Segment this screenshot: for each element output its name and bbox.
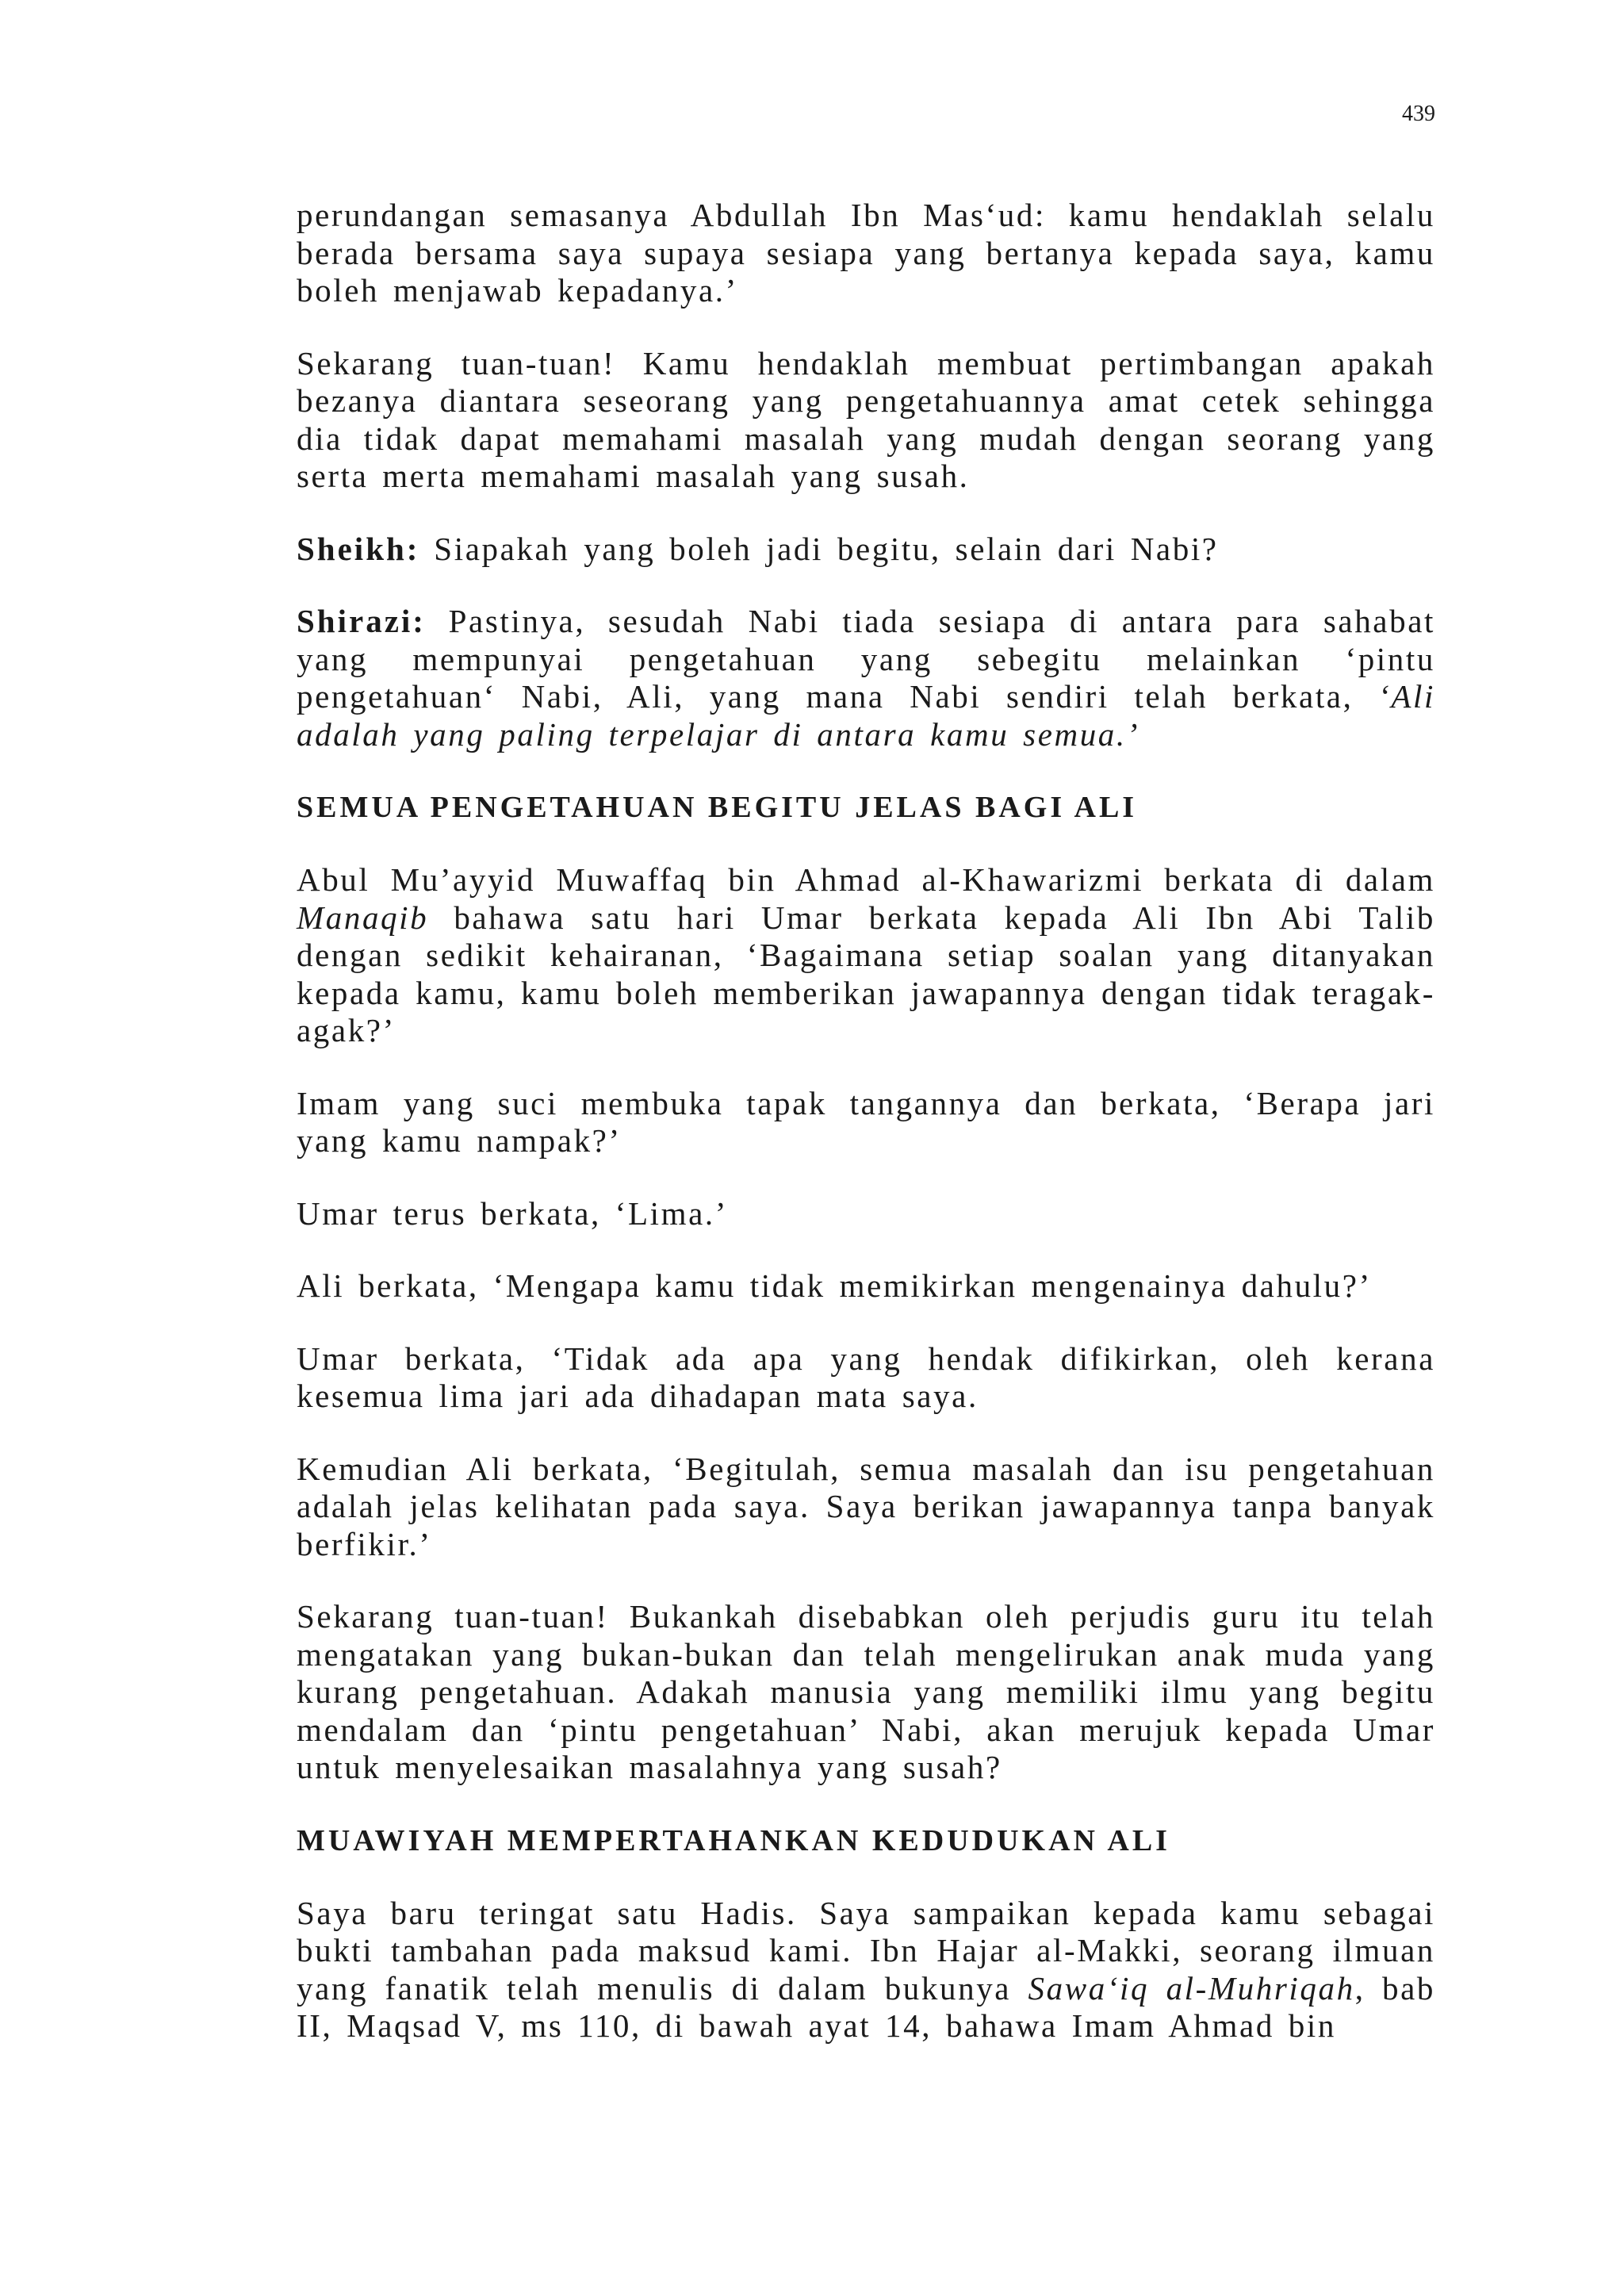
paragraph-7: Umar terus berkata, ‘Lima.’ <box>297 1194 728 1232</box>
dialogue-text: Siapakah yang boleh jadi begitu, selain dari Nabi? <box>419 530 1219 567</box>
paragraph-text: , bab II, Maqsad V, ms 110, di bawah ayat 14, bahawa Imam Ahmad bin <box>297 1969 1435 2044</box>
paragraph-1: perundangan semasanya Abdullah Ibn Mas‘ud: kamu hendaklah selalu berada bersama saya supaya sesiapa yang bertanya kepada saya, kamu boleh menjawab kepadanya.’ <box>297 197 1435 309</box>
speaker-label: Sheikh: <box>297 530 420 567</box>
paragraph-10: Kemudian Ali berkata, ‘Begitulah, semua masalah dan isu pengetahuan adalah jelas kelihatan pada saya. Saya berikan jawapannya tanpa banyak berfikir.’ <box>297 1450 1435 1562</box>
paragraph-9: Umar berkata, ‘Tidak ada apa yang hendak difikirkan, oleh kerana kesemua lima jari ada dihadapan mata saya. <box>297 1340 1435 1414</box>
paragraph-6: Imam yang suci membuka tapak tangannya dan berkata, ‘Berapa jari yang kamu nampak?’ <box>297 1084 1435 1159</box>
paragraph-8: Ali berkata, ‘Mengapa kamu tidak memikirkan mengenainya dahulu?’ <box>297 1267 1372 1304</box>
section-heading-1: SEMUA PENGETAHUAN BEGITU JELAS BAGI ALI <box>297 791 1138 824</box>
book-title: Manaqib <box>297 899 429 936</box>
book-title: Sawa‘iq al-Muhriqah <box>1028 1969 1355 2007</box>
paragraph-text: bahawa satu hari Umar berkata kepada Ali Ibn Abi Talib dengan sedikit kehairanan, ‘Bagaimana setiap soalan yang ditanyakan kepada kamu, kamu boleh memberikan jawapannya dengan tidak teragak-agak?’ <box>297 899 1435 1048</box>
body-text <box>297 197 1435 2080</box>
dialogue-text: Pastinya, sesudah Nabi tiada sesiapa di antara para sahabat yang mempunyai pengetahuan yang sebegitu melainkan ‘pintu pengetahuan‘ Nabi, Ali, yang mana Nabi sendiri telah berkata, <box>297 603 1435 715</box>
paragraph-5 <box>297 861 1435 1050</box>
dialogue-shirazi <box>297 603 1435 753</box>
section-heading-2: MUAWIYAH MEMPERTAHANKAN KEDUDUKAN ALI <box>297 1823 1170 1857</box>
paragraph-12 <box>297 1895 1435 2045</box>
page-number: 439 <box>1402 102 1435 126</box>
paragraph-2: Sekarang tuan-tuan! Kamu hendaklah membuat pertimbangan apakah bezanya diantara seseorang yang pengetahuannya amat cetek sehingga dia tidak dapat memahami masalah yang mudah dengan seorang yang serta merta memahami masalah yang susah. <box>297 344 1435 494</box>
paragraph-11: Sekarang tuan-tuan! Bukankah disebabkan oleh perjudis guru itu telah mengatakan yang bukan-bukan dan telah mengelirukan anak muda yang kurang pengetahuan. Adakah manusia yang memiliki ilmu yang begitu mendalam dan ‘pintu pengetahuan’ Nabi, akan merujuk kepada Umar untuk menyelesaikan masalahnya yang susah? <box>297 1598 1435 1785</box>
dialogue-sheikh <box>297 531 1435 569</box>
quote-italic: ‘Ali adalah yang paling terpelajar di antara kamu semua.’ <box>297 678 1435 753</box>
speaker-label: Shirazi: <box>297 603 426 639</box>
paragraph-text: Abul Mu’ayyid Muwaffaq bin Ahmad al-Khawarizmi berkata di dalam <box>297 861 1435 898</box>
paragraph-text: Saya baru teringat satu Hadis. Saya sampaikan kepada kamu sebagai bukti tambahan pada maksud kami. Ibn Hajar al-Makki, seorang ilmuan yang fanatik telah menulis di dalam bukunya <box>297 1894 1435 2007</box>
